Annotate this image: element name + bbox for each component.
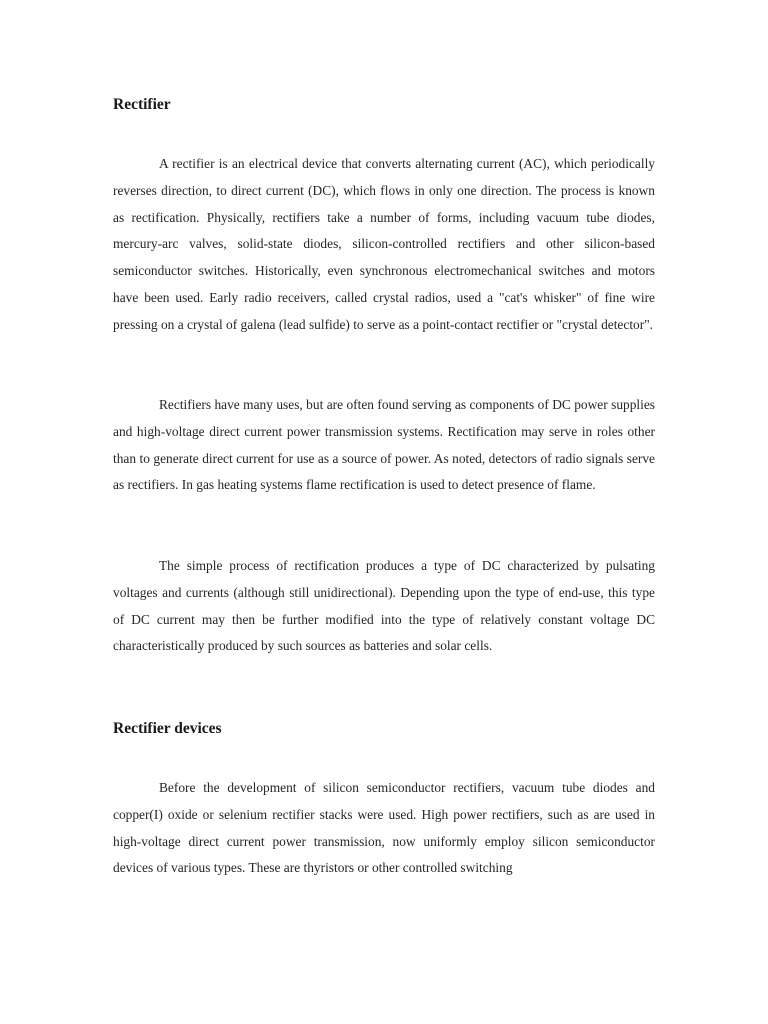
paragraph-rectifier-definition: A rectifier is an electrical device that converts alternating current (AC), which periodically reverses direction, to direct current (DC), which flows in only one direction. The process is known as rectification. Physically, rectifiers take a number of forms, including vacuum tube diodes, mercury-arc valves, solid-state diodes, silicon-controlled rectifiers and other silicon-based semiconductor switches. Historically, even synchronous electromechanical switches and motors have been used. Early radio receivers, called crystal radios, used a "cat's whisker" of fine wire pressing on a crystal of galena (lead sulfide) to serve as a point-contact rectifier or "crystal detector". [113, 156, 655, 332]
paragraph-rectifier-uses: Rectifiers have many uses, but are often found serving as components of DC power supplies and high-voltage direct current power transmission systems. Rectification may serve in roles other than to generate direct current for use as a source of power. As noted, detectors of radio signals serve as rectifiers. In gas heating systems flame rectification is used to detect presence of flame. [113, 397, 655, 493]
paragraph-rectification-process: The simple process of rectification produces a type of DC characterized by pulsating voltages and currents (although still unidirectional). Depending upon the type of end-use, this type of DC current may then be further modified into the type of relatively constant voltage DC characteristically produced by such sources as batteries and solar cells. [113, 558, 655, 654]
section-heading-rectifier: Rectifier [113, 96, 171, 113]
section-heading-rectifier-devices: Rectifier devices [113, 720, 222, 737]
paragraph-rectifier-devices: Before the development of silicon semiconductor rectifiers, vacuum tube diodes and copper(I) oxide or selenium rectifier stacks were used. High power rectifiers, such as are used in high-voltage direct current power transmission, now uniformly employ silicon semiconductor devices of various types. These are thyristors or other controlled switching [113, 780, 655, 876]
